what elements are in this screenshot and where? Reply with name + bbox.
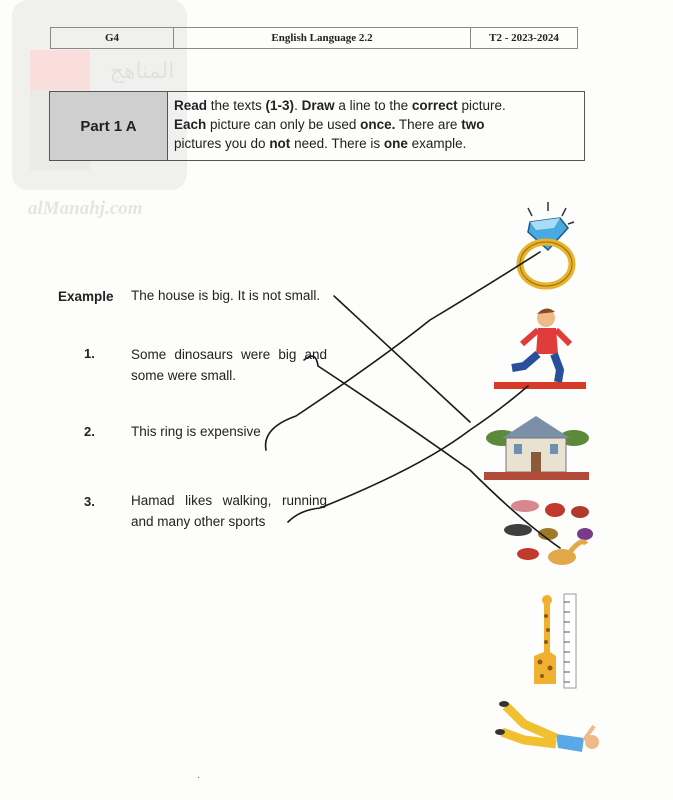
falling-boy-picture[interactable]	[494, 696, 604, 771]
instructions-text: Read the texts (1-3). Draw a line to the correct picture. Each picture can only be used once. There are two pictures you do not need. There is one example.	[174, 98, 506, 151]
page-mark: ·	[197, 772, 201, 783]
item-1-text: Some dinosaurs were big and some were small.	[131, 347, 327, 383]
header-table	[50, 27, 578, 49]
part-label: Part 1 A	[50, 92, 168, 160]
item-3-label: 3.	[84, 494, 95, 509]
item-2-label: 2.	[84, 424, 95, 439]
diamond-ring-picture[interactable]	[508, 200, 588, 295]
example-answer-line	[334, 296, 470, 422]
watermark-text: alManahj.com	[28, 198, 143, 219]
example-label: Example	[58, 289, 114, 304]
svg-text:المناهج: المناهج	[109, 59, 175, 84]
item-2-text: This ring is expensive	[131, 424, 261, 439]
giraffe-height-chart-picture[interactable]	[520, 592, 585, 697]
item-1-label: 1.	[84, 346, 95, 361]
term-label: T2 - 2023-2024	[489, 32, 559, 44]
example-text: The house is big. It is not small.	[131, 288, 321, 303]
dinosaurs-picture[interactable]	[500, 492, 600, 582]
item-3-text: Hamad likes walking, running and many other sports	[131, 493, 327, 529]
big-house-picture[interactable]	[484, 408, 589, 488]
instructions-box	[49, 91, 585, 161]
grade-label: G4	[51, 28, 174, 48]
subject-label: English Language 2.2	[174, 28, 471, 48]
running-boy-picture[interactable]	[494, 300, 589, 400]
